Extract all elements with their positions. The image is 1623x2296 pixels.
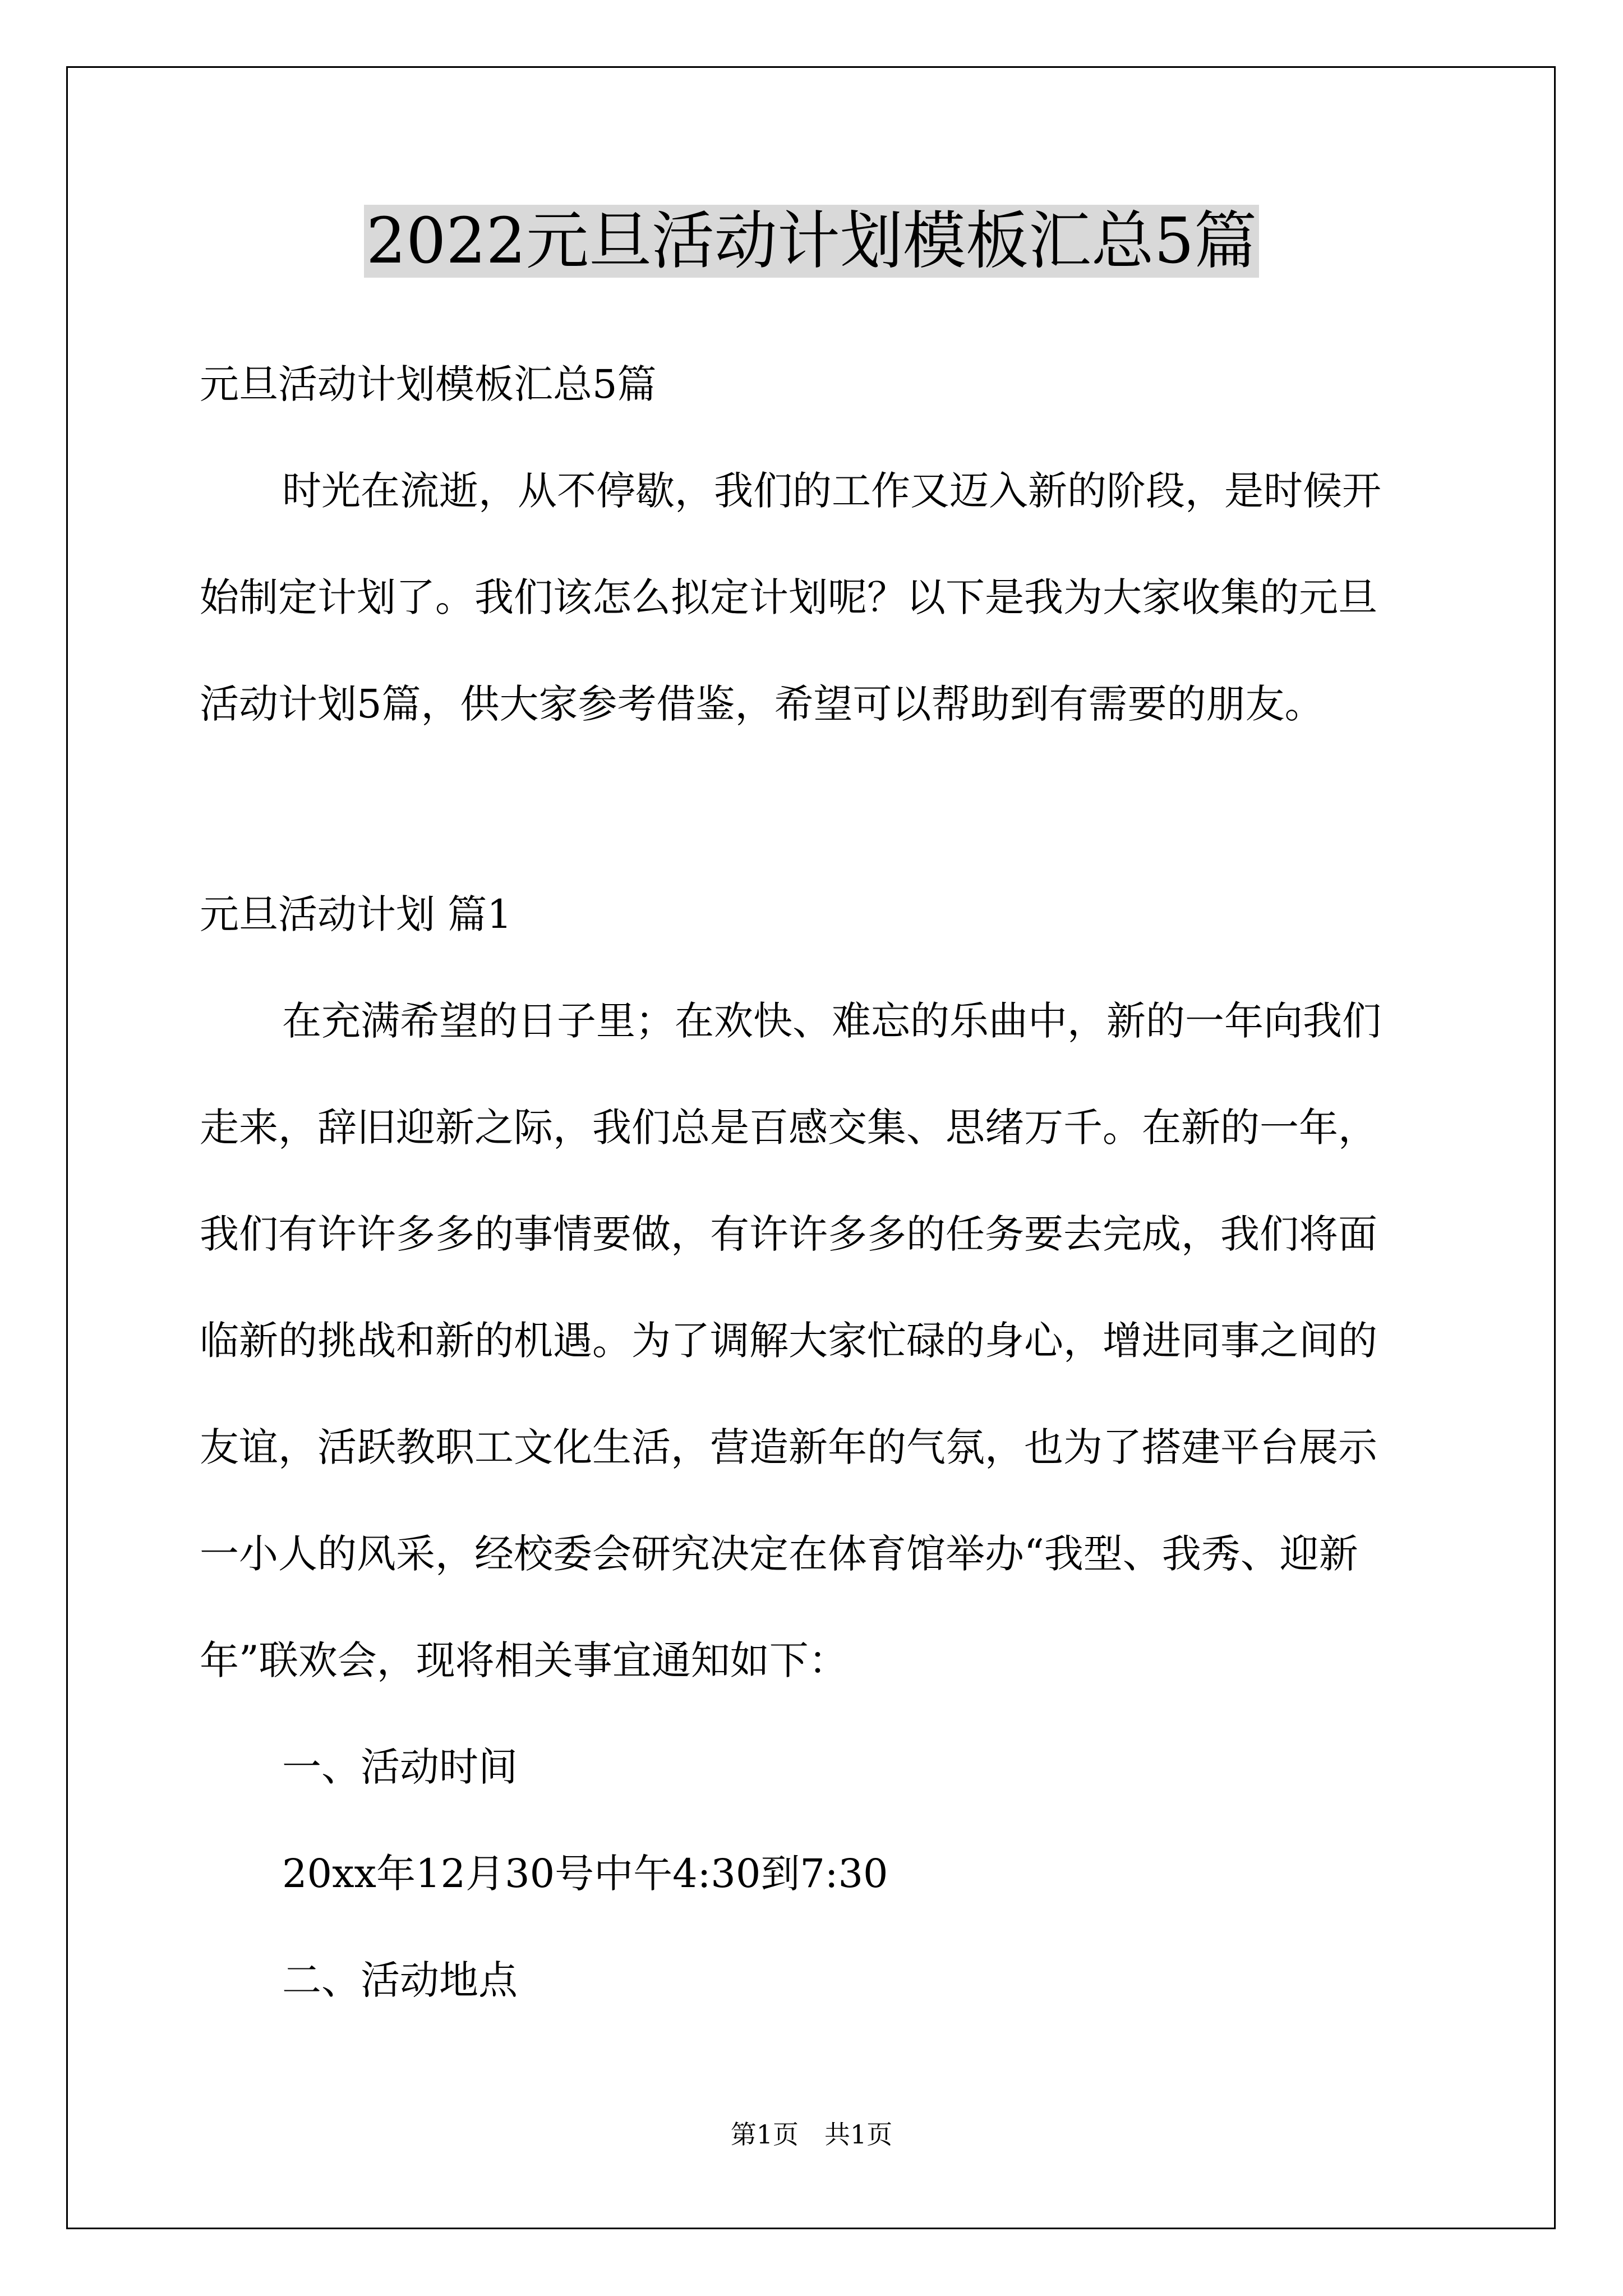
item2-heading: 二、活动地点 [282, 1957, 518, 2003]
section-heading: 元旦活动计划 篇1 [200, 891, 512, 937]
section-line-5: 友谊，活跃教职工文化生活，营造新年的气氛，也为了搭建平台展示 [200, 1424, 1377, 1470]
item1-heading: 一、活动时间 [282, 1744, 518, 1790]
section-line-7: 年”联欢会，现将相关事宜通知如下： [200, 1637, 848, 1683]
page-footer: 第1页 共1页 [730, 2119, 893, 2150]
document-title-text: 2022元旦活动计划模板汇总5篇 [364, 205, 1259, 278]
section-line-3: 我们有许许多多的事情要做，有许许多多的任务要去完成，我们将面 [200, 1211, 1377, 1257]
item1-text: 20xx年12月30号中午4:30到7:30 [282, 1851, 888, 1897]
intro-line-3: 活动计划5篇，供大家参考借鉴，希望可以帮助到有需要的朋友。 [200, 681, 1324, 727]
intro-line-2: 始制定计划了。我们该怎么拟定计划呢？以下是我为大家收集的元旦 [200, 574, 1377, 620]
section-line-6: 一小人的风采，经校委会研究决定在体育馆举办“我型、我秀、迎新 [200, 1531, 1358, 1577]
document-subtitle: 元旦活动计划模板汇总5篇 [200, 361, 657, 407]
section-line-4: 临新的挑战和新的机遇。为了调解大家忙碌的身心，增进同事之间的 [200, 1318, 1377, 1364]
intro-line-1: 时光在流逝，从不停歇，我们的工作又迈入新的阶段，是时候开 [282, 468, 1381, 514]
document-title [0, 199, 1623, 283]
section-line-1: 在充满希望的日子里；在欢快、难忘的乐曲中，新的一年向我们 [282, 998, 1381, 1044]
section-line-2: 走来，辞旧迎新之际，我们总是百感交集、思绪万千。在新的一年， [200, 1105, 1377, 1151]
